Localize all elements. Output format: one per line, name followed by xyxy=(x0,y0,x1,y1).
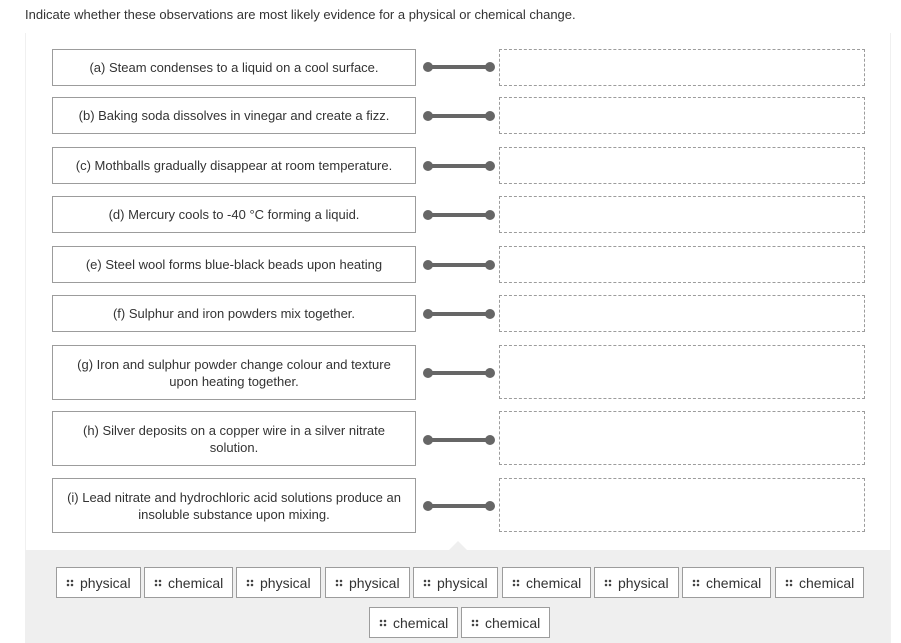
answer-chip[interactable] xyxy=(56,567,141,598)
answer-chip[interactable] xyxy=(502,567,591,598)
drop-zone-c[interactable] xyxy=(499,147,865,184)
answer-chip-label: physical xyxy=(437,574,488,591)
prompt-c: (c) Mothballs gradually disappear at room temperature. xyxy=(52,147,416,184)
answer-chip[interactable] xyxy=(325,567,410,598)
prompt-b: (b) Baking soda dissolves in vinegar and create a fizz. xyxy=(52,97,416,134)
answer-chip[interactable] xyxy=(775,567,864,598)
prompt-d: (d) Mercury cools to -40 °C forming a liquid. xyxy=(52,196,416,233)
drag-handle-icon xyxy=(512,579,520,587)
drop-zone-i[interactable] xyxy=(499,478,865,532)
drop-zone-g[interactable] xyxy=(499,345,865,399)
answer-chip[interactable] xyxy=(413,567,498,598)
drag-handle-icon xyxy=(423,579,431,587)
answer-chip[interactable] xyxy=(236,567,321,598)
drop-zone-b[interactable] xyxy=(499,97,865,134)
drag-handle-icon xyxy=(604,579,612,587)
answer-chip[interactable] xyxy=(594,567,679,598)
drag-handle-icon xyxy=(471,619,479,627)
connector-a xyxy=(423,62,495,72)
drag-handle-icon xyxy=(246,579,254,587)
prompt-i: (i) Lead nitrate and hydrochloric acid solutions produce an insoluble substance upon mixing. xyxy=(52,478,416,533)
prompt-h: (h) Silver deposits on a copper wire in a silver nitrate solution. xyxy=(52,411,416,466)
connector-f xyxy=(423,309,495,319)
drag-handle-icon xyxy=(379,619,387,627)
prompt-e: (e) Steel wool forms blue-black beads upon heating xyxy=(52,246,416,283)
drop-zone-f[interactable] xyxy=(499,295,865,332)
drag-handle-icon xyxy=(66,579,74,587)
answer-chip-label: physical xyxy=(80,574,131,591)
answer-chip[interactable] xyxy=(461,607,550,638)
connector-i xyxy=(423,501,495,511)
drop-zone-e[interactable] xyxy=(499,246,865,283)
answer-chip-label: chemical xyxy=(393,614,449,631)
answer-chip-label: chemical xyxy=(485,614,541,631)
answer-chip-label: chemical xyxy=(706,574,762,591)
answer-chip[interactable] xyxy=(682,567,771,598)
drop-zone-a[interactable] xyxy=(499,49,865,86)
bank-pointer xyxy=(449,541,467,550)
answer-chip-label: physical xyxy=(260,574,311,591)
drag-handle-icon xyxy=(692,579,700,587)
drag-handle-icon xyxy=(154,579,162,587)
drag-handle-icon xyxy=(785,579,793,587)
answer-chip-label: chemical xyxy=(526,574,582,591)
answer-chip[interactable] xyxy=(144,567,233,598)
prompt-f: (f) Sulphur and iron powders mix together. xyxy=(52,295,416,332)
answer-chip-label: chemical xyxy=(799,574,855,591)
connector-g xyxy=(423,368,495,378)
drop-zone-d[interactable] xyxy=(499,196,865,233)
drop-zone-h[interactable] xyxy=(499,411,865,465)
answer-chip[interactable] xyxy=(369,607,458,638)
question-instruction: Indicate whether these observations are most likely evidence for a physical or chemical change. xyxy=(25,7,576,22)
answer-chip-label: chemical xyxy=(168,574,224,591)
connector-b xyxy=(423,111,495,121)
connector-c xyxy=(423,161,495,171)
connector-e xyxy=(423,260,495,270)
prompt-g: (g) Iron and sulphur powder change colour and texture upon heating together. xyxy=(52,345,416,400)
answer-chip-label: physical xyxy=(618,574,669,591)
connector-h xyxy=(423,435,495,445)
drag-handle-icon xyxy=(335,579,343,587)
connector-d xyxy=(423,210,495,220)
answer-chip-label: physical xyxy=(349,574,400,591)
prompt-a: (a) Steam condenses to a liquid on a cool surface. xyxy=(52,49,416,86)
